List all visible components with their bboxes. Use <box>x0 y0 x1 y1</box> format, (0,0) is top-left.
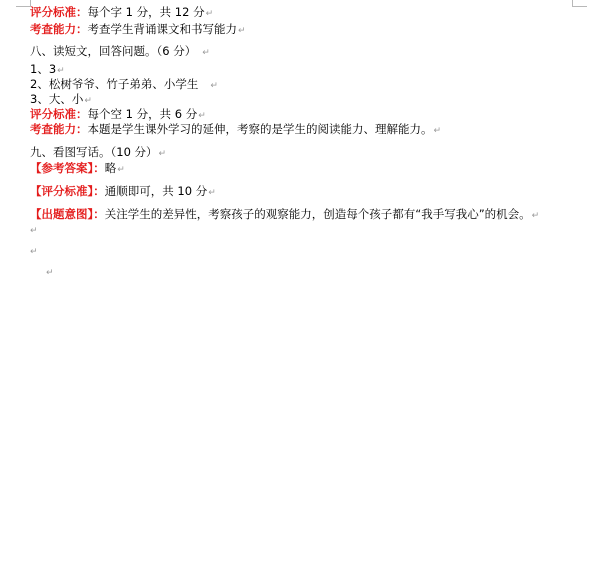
scoring-standard-label: 评分标准： <box>30 5 88 19</box>
paragraph-mark-icon: ↵ <box>202 48 210 58</box>
ability-assessed-text: 本题是学生课外学习的延伸，考察的是学生的阅读能力、理解能力。 <box>87 122 433 136</box>
answer-2 <box>30 77 218 93</box>
section-9-heading <box>30 145 166 161</box>
ability-assessed-line <box>30 122 441 138</box>
scoring-standard-bracket-label: 【评分标准】： <box>30 184 105 198</box>
paragraph-mark-icon: ↵ <box>198 111 206 121</box>
question-intent-text: 关注学生的差异性，考察孩子的观察能力，创造每个孩子都有“我手写我心”的机会。 <box>104 207 531 221</box>
paragraph-mark-icon: ↵ <box>210 81 218 91</box>
scoring-standard-line <box>30 107 206 123</box>
ability-assessed-line <box>30 22 246 38</box>
page-corner-mark-left <box>16 0 31 7</box>
empty-paragraph-mark-icon: ↵ <box>30 226 38 236</box>
answer-3-text: 3、大、小 <box>30 92 84 106</box>
scoring-standard-label: 评分标准： <box>30 107 88 121</box>
scoring-standard-text: 每个字 1 分，共 12 分 <box>87 5 205 19</box>
section-9-heading-text: 九、看图写话。（10 分） <box>30 145 158 159</box>
reference-answer-text: 略 <box>104 161 117 175</box>
paragraph-mark-icon: ↵ <box>117 165 125 175</box>
paragraph-mark-icon: ↵ <box>84 96 92 106</box>
scoring-standard-text: 每个空 1 分，共 6 分 <box>87 107 198 121</box>
scoring-standard-line <box>30 5 213 21</box>
answer-2-text: 2、松树爷爷、竹子弟弟、小学生 <box>30 77 199 91</box>
empty-paragraph-mark-icon: ↵ <box>30 247 38 257</box>
section-8-heading-text: 八、读短文，回答问题。（6 分） <box>30 44 197 58</box>
scoring-standard-bracket-text: 通顺即可，共 10 分 <box>104 184 208 198</box>
scoring-standard-bracket-line <box>30 184 216 200</box>
ability-assessed-text: 考查学生背诵课文和书写能力 <box>87 22 237 36</box>
page-corner-mark-right <box>572 0 587 7</box>
reference-answer-label: 【参考答案】： <box>30 161 105 175</box>
paragraph-mark-icon: ↵ <box>238 26 246 36</box>
empty-paragraph-mark-icon: ↵ <box>46 268 54 278</box>
reference-answer-line <box>30 161 125 177</box>
answer-3 <box>30 92 92 108</box>
ability-assessed-label: 考查能力： <box>30 122 88 136</box>
paragraph-mark-icon: ↵ <box>531 211 540 221</box>
answer-1 <box>30 62 65 78</box>
paragraph-mark-icon: ↵ <box>158 149 167 159</box>
paragraph-mark-icon: ↵ <box>205 9 214 19</box>
question-intent-line <box>30 207 539 223</box>
paragraph-mark-icon: ↵ <box>433 126 442 136</box>
answer-1-text: 1、3 <box>30 62 57 76</box>
paragraph-mark-icon: ↵ <box>208 188 216 198</box>
question-intent-label: 【出题意图】： <box>30 207 105 221</box>
ability-assessed-label: 考查能力： <box>30 22 88 36</box>
section-8-heading <box>30 44 210 60</box>
paragraph-mark-icon: ↵ <box>57 66 65 76</box>
